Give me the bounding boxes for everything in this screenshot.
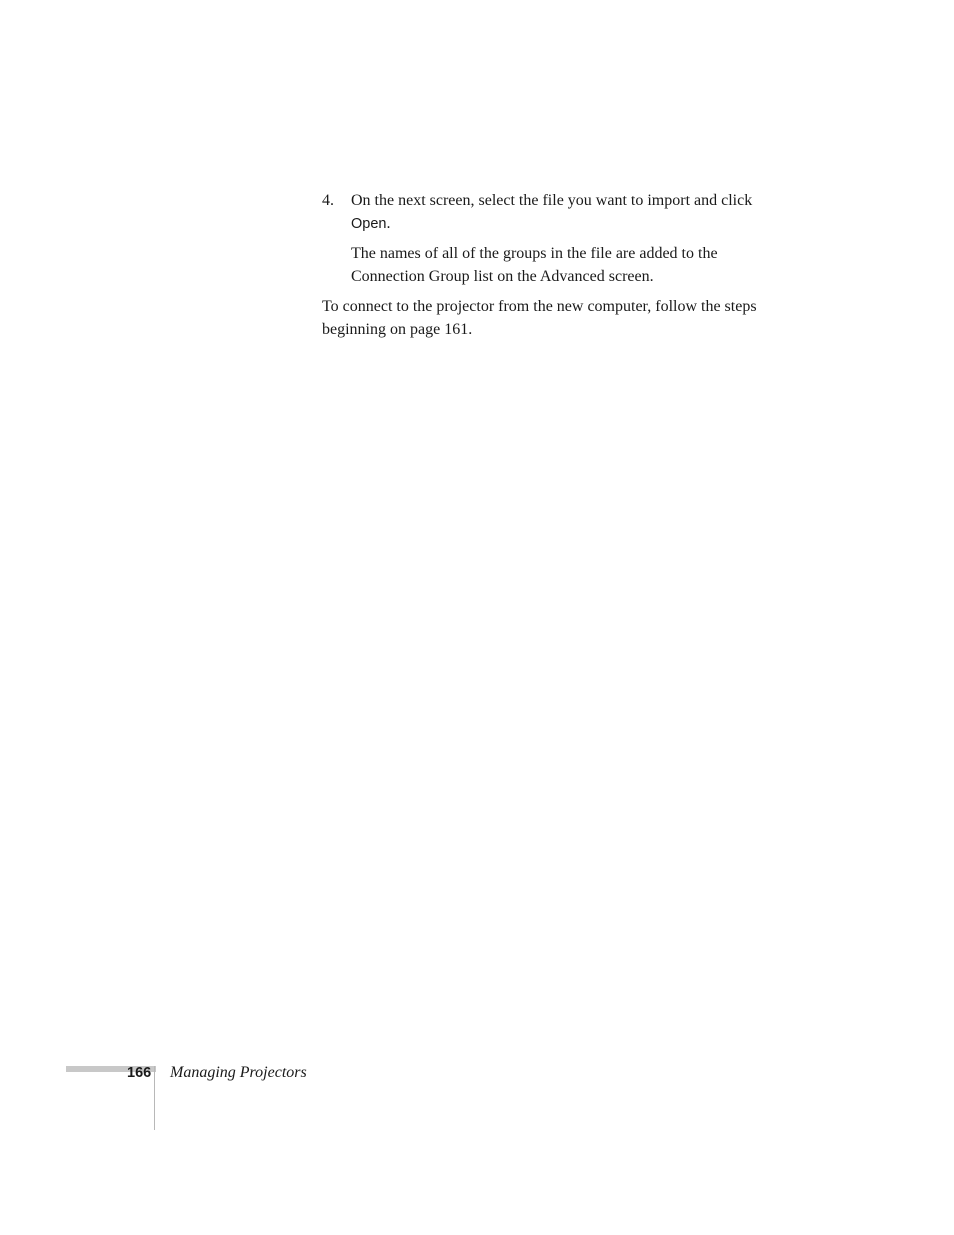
step-number: 4. [322,192,334,209]
step-4 [322,190,792,235]
step-text: On the next screen, select the file you want to import and click [351,192,753,209]
open-command-label: Open [351,215,387,232]
body-paragraph: To connect to the projector from the new computer, follow the steps beginning on page 161. [322,298,757,338]
step-text-end: . [386,214,391,232]
step-note: The names of all of the groups in the file are added to the Connection Group list on the Advanced screen. [351,245,718,285]
footer-rule [154,1066,155,1130]
page-content [322,190,792,341]
page-number: 166 [127,1065,152,1081]
chapter-title: Managing Projectors [170,1064,307,1081]
